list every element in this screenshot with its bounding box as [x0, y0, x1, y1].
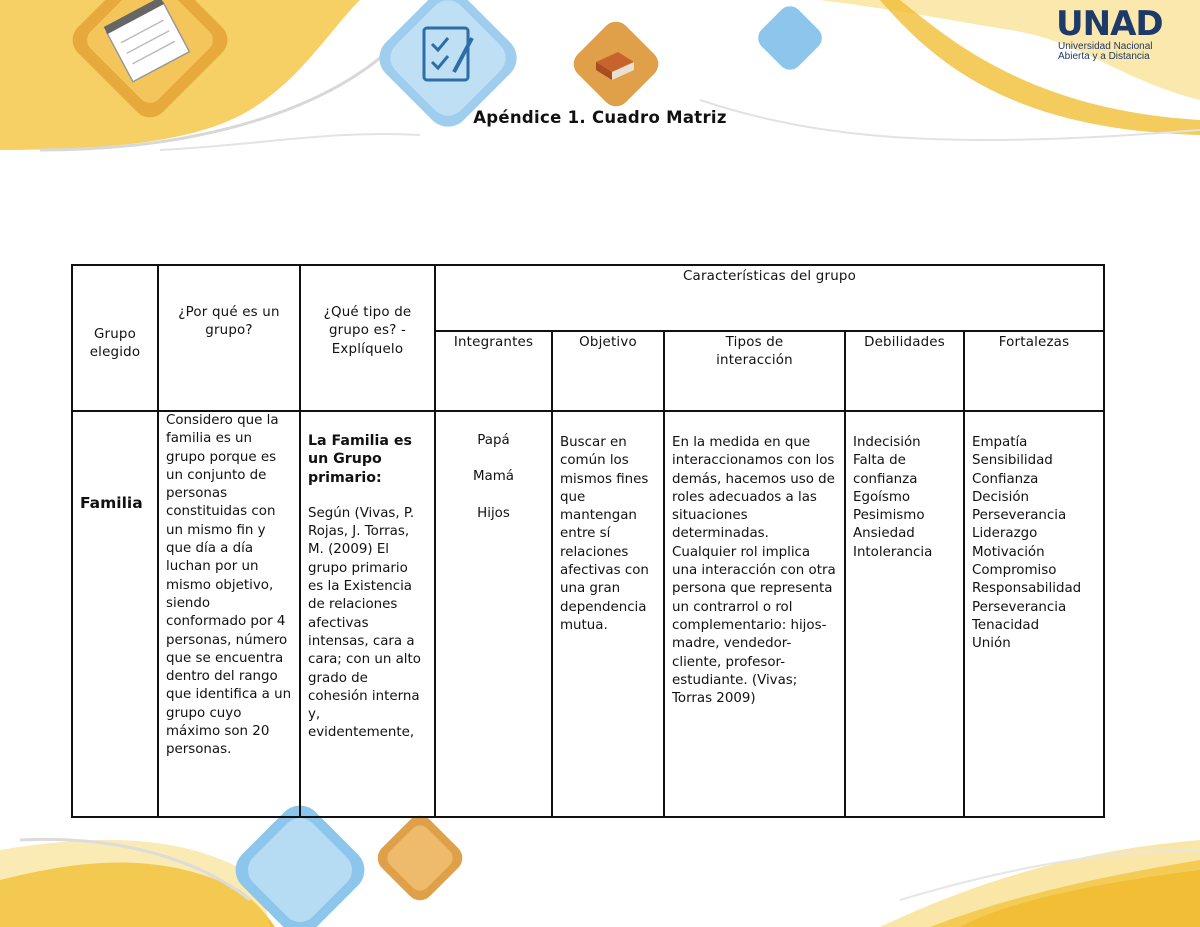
header-integrantes: Integrantes	[435, 331, 552, 411]
header-grupo-elegido: Grupo elegido	[72, 265, 158, 411]
cell-fortalezas	[964, 411, 1104, 817]
logo-subtitle: Universidad Nacional Abierta y a Distancia	[1058, 41, 1153, 62]
cell-integrantes	[435, 411, 552, 817]
fortaleza-item: Empatía	[972, 435, 1028, 450]
cell-interaccion: En la medida en que interaccionamos con los demás, hacemos uso de roles adecuados a las situaciones determinadas. Cualquier rol implica una interacción con otra persona que representa un contrarrol o rol complementario: hijos-madre, vendedor-cliente, profesor-estudiante. (Vivas; Torras 2009)	[664, 411, 845, 817]
fortaleza-item: Sensibilidad	[972, 453, 1053, 469]
cell-grupo: Familia	[72, 411, 158, 817]
tipo-title: La Familia es un Grupo primario:	[308, 433, 412, 486]
fortaleza-item: Perseverancia	[972, 508, 1067, 524]
header-objetivo: Objetivo	[552, 331, 664, 411]
logo-word: UNAD	[1056, 4, 1163, 44]
debilidad-item: Indecisión	[853, 435, 921, 450]
small-blue-tile	[753, 1, 827, 75]
fortaleza-item: Decisión	[972, 489, 1030, 505]
debilidad-item: Pesimismo	[853, 508, 925, 524]
debilidad-item: Falta de confianza	[853, 453, 918, 487]
header-tipos-interaccion: Tipos de interacción	[664, 331, 845, 411]
tipo-body: Según (Vivas, P. Rojas, J. Torras, M. (2009) El grupo primario es la Existencia de relaciones afectivas intensas, cara a cara; con un alto grado de cohesión interna y, evidentemente,	[308, 505, 421, 741]
fortaleza-item: Perseverancia	[972, 599, 1067, 615]
debilidad-item: Egoísmo	[853, 489, 911, 505]
integrante-item: Mamá	[472, 469, 514, 485]
header-fortalezas: Fortalezas	[964, 331, 1104, 411]
cell-debilidades	[845, 411, 964, 817]
fortaleza-item: Responsabilidad	[972, 581, 1082, 597]
fortaleza-item: Compromiso	[972, 563, 1057, 579]
header-caracteristicas: Características del grupo	[435, 265, 1104, 331]
cell-objetivo: Buscar en común los mismos fines que mantengan entre sí relaciones afectivas con una gran dependencia mutua.	[552, 411, 664, 817]
unad-logo	[1056, 4, 1186, 62]
matrix-table	[71, 264, 1105, 818]
bottom-left-gold-wash	[0, 840, 270, 927]
bottom-orange-tile	[372, 810, 468, 906]
cell-tipo	[300, 411, 435, 817]
header-debilidades: Debilidades	[845, 331, 964, 411]
fortaleza-item: Tenacidad	[972, 617, 1040, 633]
page-title: Apéndice 1. Cuadro Matriz	[473, 108, 727, 127]
header-por-que: ¿Por qué es un grupo?	[158, 265, 300, 411]
debilidad-item: Intolerancia	[853, 544, 933, 560]
cell-por-que: Considero que la familia es un grupo porque es un conjunto de personas constituidas con un mismo fin y que día a día luchan por un mismo objetivo, siendo conformado por 4 personas, número que se encuentra dentro del rango que identifica a un grupo cuyo máximo son 20 personas.	[158, 411, 300, 817]
debilidad-item: Ansiedad	[853, 526, 915, 542]
fortaleza-item: Confianza	[972, 471, 1039, 487]
header-que-tipo: ¿Qué tipo de grupo es? - Explíquelo	[300, 265, 435, 411]
fortaleza-item: Liderazgo	[972, 526, 1038, 542]
integrante-item: Hijos	[477, 505, 510, 521]
fortaleza-item: Unión	[972, 636, 1011, 652]
fortaleza-item: Motivación	[972, 544, 1045, 560]
integrante-item: Papá	[477, 433, 510, 448]
